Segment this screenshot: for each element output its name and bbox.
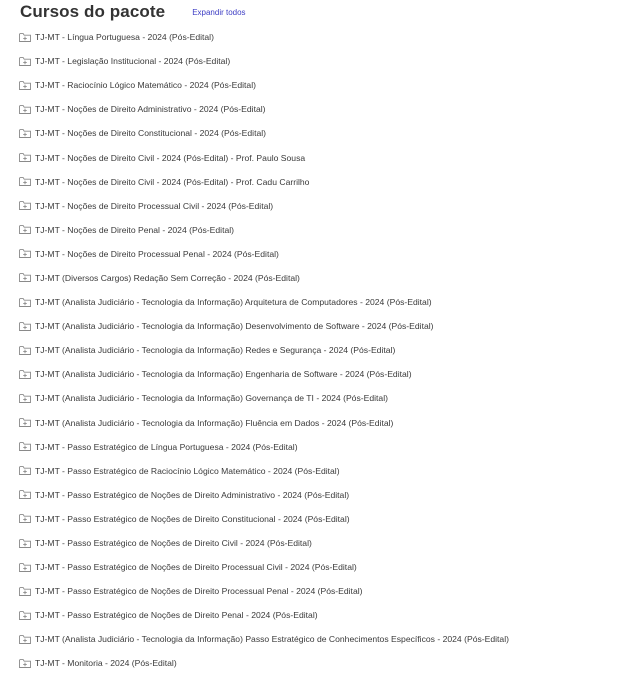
folder-plus-icon: [19, 418, 31, 427]
folder-plus-icon: [19, 539, 31, 548]
course-list: [0, 25, 631, 676]
folder-plus-icon: [19, 249, 31, 258]
folder-plus-icon: [19, 273, 31, 282]
course-item[interactable]: [0, 314, 631, 338]
folder-plus-icon: [19, 57, 31, 66]
course-item[interactable]: [0, 531, 631, 555]
expand-all-link[interactable]: Expandir todos: [192, 8, 246, 17]
course-item[interactable]: [0, 338, 631, 362]
folder-plus-icon: [19, 177, 31, 186]
course-label: TJ-MT (Analista Judiciário - Tecnologia da Informação) Redes e Segurança - 2024 (Pós-Edital): [35, 345, 396, 356]
course-item[interactable]: [0, 242, 631, 266]
folder-plus-icon: [19, 442, 31, 451]
page-title: Cursos do pacote: [20, 2, 166, 21]
folder-plus-icon: [19, 322, 31, 331]
folder-plus-icon: [19, 81, 31, 90]
folder-plus-icon: [19, 105, 31, 114]
folder-plus-icon: [19, 225, 31, 234]
course-label: TJ-MT - Noções de Direito Civil - 2024 (Pós-Edital) - Prof. Paulo Sousa: [35, 152, 306, 163]
folder-plus-icon: [19, 33, 31, 42]
course-label: TJ-MT - Noções de Direito Penal - 2024 (Pós-Edital): [35, 224, 235, 235]
course-label: TJ-MT - Noções de Direito Processual Penal - 2024 (Pós-Edital): [35, 248, 279, 259]
course-item[interactable]: [0, 459, 631, 483]
course-item[interactable]: [0, 145, 631, 169]
course-label: TJ-MT - Noções de Direito Administrativo - 2024 (Pós-Edital): [35, 104, 266, 115]
course-item[interactable]: [0, 507, 631, 531]
folder-plus-icon: [19, 370, 31, 379]
course-label: TJ-MT - Monitoria - 2024 (Pós-Edital): [35, 658, 177, 669]
folder-plus-icon: [19, 346, 31, 355]
course-label: TJ-MT - Noções de Direito Civil - 2024 (Pós-Edital) - Prof. Cadu Carrilho: [35, 176, 310, 187]
course-label: TJ-MT - Passo Estratégico de Noções de Direito Administrativo - 2024 (Pós-Edital): [35, 489, 350, 500]
course-item[interactable]: [0, 266, 631, 290]
course-label: TJ-MT - Passo Estratégico de Noções de Direito Constitucional - 2024 (Pós-Edital): [35, 513, 350, 524]
folder-plus-icon: [19, 153, 31, 162]
folder-plus-icon: [19, 201, 31, 210]
course-label: TJ-MT (Analista Judiciário - Tecnologia da Informação) Passo Estratégico de Conhecimentos Específicos - 2024 (Pós-Edital): [35, 634, 509, 645]
course-label: TJ-MT - Passo Estratégico de Noções de Direito Processual Civil - 2024 (Pós-Edital): [35, 562, 357, 573]
course-label: TJ-MT - Passo Estratégico de Noções de Direito Processual Penal - 2024 (Pós-Edital): [35, 586, 363, 597]
course-item[interactable]: [0, 218, 631, 242]
folder-plus-icon: [19, 635, 31, 644]
course-label: TJ-MT - Passo Estratégico de Noções de Direito Civil - 2024 (Pós-Edital): [35, 538, 312, 549]
course-item[interactable]: [0, 194, 631, 218]
course-label: TJ-MT (Analista Judiciário - Tecnologia da Informação) Governança de TI - 2024 (Pós-Edital): [35, 393, 388, 404]
course-item[interactable]: [0, 411, 631, 435]
course-item[interactable]: [0, 121, 631, 145]
course-label: TJ-MT - Passo Estratégico de Noções de Direito Penal - 2024 (Pós-Edital): [35, 610, 318, 621]
course-item[interactable]: [0, 555, 631, 579]
course-item[interactable]: [0, 97, 631, 121]
folder-plus-icon: [19, 514, 31, 523]
course-label: TJ-MT - Língua Portuguesa - 2024 (Pós-Edital): [35, 32, 214, 43]
course-item[interactable]: [0, 627, 631, 651]
course-label: TJ-MT (Analista Judiciário - Tecnologia da Informação) Desenvolvimento de Software - 2024 (Pós-Edital): [35, 321, 434, 332]
course-item[interactable]: [0, 25, 631, 49]
folder-plus-icon: [19, 466, 31, 475]
folder-plus-icon: [19, 563, 31, 572]
course-label: TJ-MT (Analista Judiciário - Tecnologia da Informação) Fluência em Dados - 2024 (Pós-Edital): [35, 417, 394, 428]
course-item[interactable]: [0, 170, 631, 194]
folder-plus-icon: [19, 611, 31, 620]
folder-plus-icon: [19, 587, 31, 596]
course-item[interactable]: [0, 579, 631, 603]
course-label: TJ-MT (Analista Judiciário - Tecnologia da Informação) Arquitetura de Computadores - 2024 (Pós-Edital): [35, 297, 432, 308]
course-item[interactable]: [0, 651, 631, 675]
course-label: TJ-MT (Analista Judiciário - Tecnologia da Informação) Engenharia de Software - 2024 (Pós-Edital): [35, 369, 412, 380]
folder-plus-icon: [19, 129, 31, 138]
folder-plus-icon: [19, 659, 31, 668]
folder-plus-icon: [19, 490, 31, 499]
course-item[interactable]: [0, 483, 631, 507]
course-label: TJ-MT - Passo Estratégico de Raciocínio Lógico Matemático - 2024 (Pós-Edital): [35, 465, 340, 476]
course-label: TJ-MT - Noções de Direito Constitucional - 2024 (Pós-Edital): [35, 128, 267, 139]
course-item[interactable]: [0, 603, 631, 627]
course-item[interactable]: [0, 435, 631, 459]
course-label: TJ-MT - Raciocínio Lógico Matemático - 2024 (Pós-Edital): [35, 80, 256, 91]
course-item[interactable]: [0, 49, 631, 73]
course-item[interactable]: [0, 362, 631, 386]
course-item[interactable]: [0, 290, 631, 314]
course-label: TJ-MT - Passo Estratégico de Língua Portuguesa - 2024 (Pós-Edital): [35, 441, 298, 452]
folder-plus-icon: [19, 298, 31, 307]
course-label: TJ-MT (Diversos Cargos) Redação Sem Correção - 2024 (Pós-Edital): [35, 272, 300, 283]
folder-plus-icon: [19, 394, 31, 403]
package-header: [20, 2, 246, 26]
course-label: TJ-MT - Noções de Direito Processual Civil - 2024 (Pós-Edital): [35, 200, 274, 211]
course-label: TJ-MT - Legislação Institucional - 2024 (Pós-Edital): [35, 56, 231, 67]
course-item[interactable]: [0, 73, 631, 97]
course-item[interactable]: [0, 386, 631, 410]
